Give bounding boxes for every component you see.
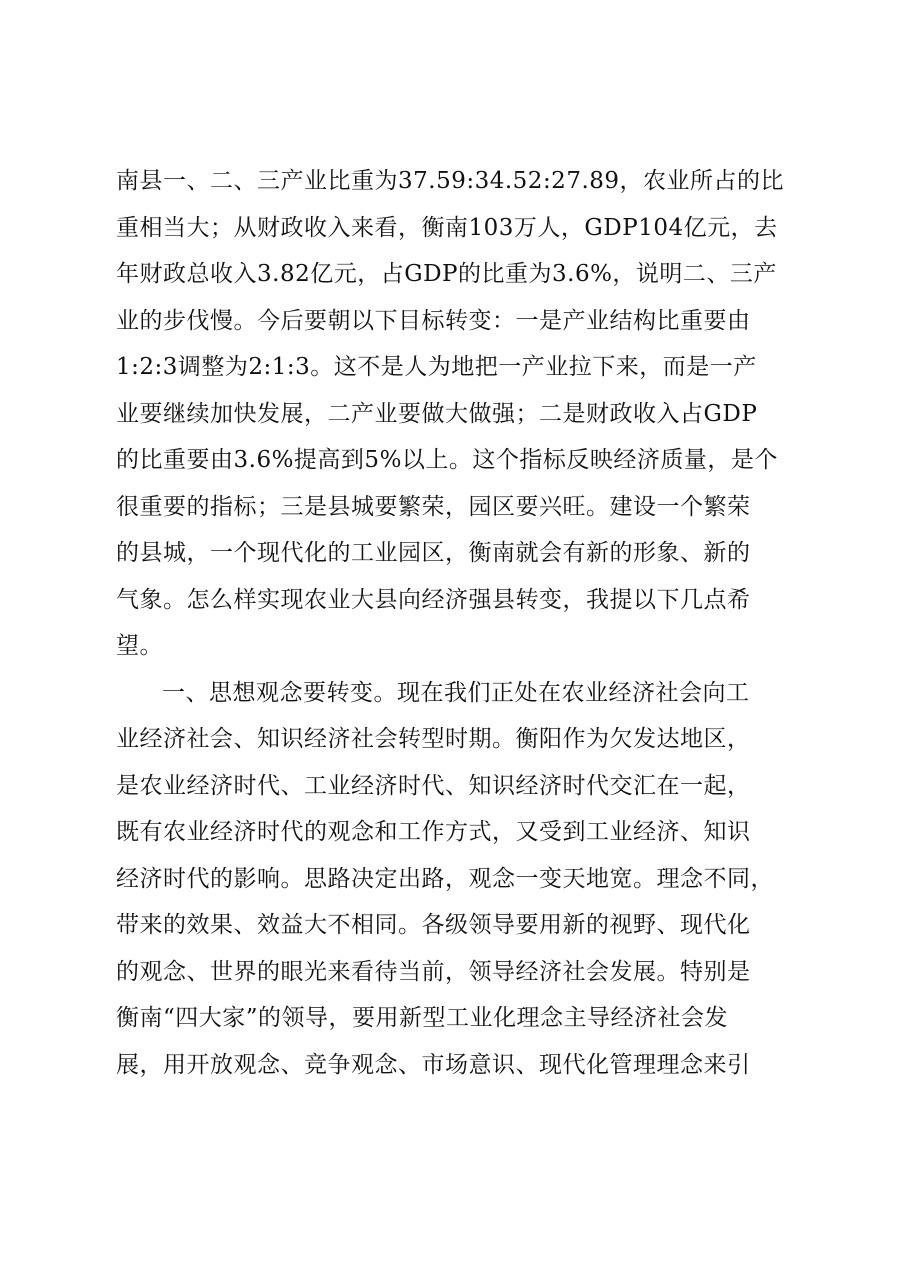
paragraph-2-first-line: 一、思想观念要转变。现在我们正处在农业经济社会向工 xyxy=(162,679,750,706)
paragraph-2-line: 展，用开放观念、竞争观念、市场意识、现代化管理理念来引 xyxy=(116,1051,751,1078)
paragraph-2-line: 的观念、世界的眼光来看待当前，领导经济社会发展。特别是 xyxy=(116,958,751,985)
paragraph-2-line: 带来的效果、效益大不相同。各级领导要用新的视野、现代化 xyxy=(116,912,751,938)
paragraph-1-line: 的县城，一个现代化的工业园区，衡南就会有新的形象、新的 xyxy=(116,540,751,566)
paragraph-1-line: 重相当大；从财政收入来看，衡南103万人，GDP104亿元，去 xyxy=(116,214,778,241)
paragraph-2-line: 既有农业经济时代的观念和工作方式，又受到工业经济、知识 xyxy=(116,819,751,845)
paragraph-2-line: 是农业经济时代、工业经济时代、知识经济时代交汇在一起， xyxy=(116,772,751,799)
paragraph-1-line: 业的步伐慢。今后要朝以下目标转变：一是产业结构比重要由 xyxy=(116,307,751,334)
paragraph-2-line: 衡南“四大家”的领导，要用新型工业化理念主导经济社会发 xyxy=(116,1005,729,1031)
paragraph-1-line: 南县一、二、三产业比重为37.59:34.52:27.89，农业所占的比 xyxy=(116,168,785,194)
paragraph-1-line: 望。 xyxy=(116,633,163,659)
paragraph-1-line: 的比重要由3.6%提高到5%以上。这个指标反映经济质量，是个 xyxy=(116,447,778,473)
paragraph-1-line: 年财政总收入3.82亿元，占GDP的比重为3.6%，说明二、三产 xyxy=(116,261,777,287)
paragraph-1-line: 很重要的指标；三是县城要繁荣，园区要兴旺。建设一个繁荣 xyxy=(116,493,751,520)
paragraph-1-line: 业要继续加快发展，二产业要做大做强；二是财政收入占GDP xyxy=(116,400,758,427)
paragraph-1-line: 气象。怎么样实现农业大县向经济强县转变，我提以下几点希 xyxy=(116,586,751,613)
paragraph-2-line: 业经济社会、知识经济社会转型时期。衡阳作为欠发达地区， xyxy=(116,726,751,752)
body-text xyxy=(116,158,806,1088)
paragraph-1-line: 1:2:3调整为2:1:3。这不是人为地把一产业拉下来，而是一产 xyxy=(116,354,757,380)
paragraph-2-line: 经济时代的影响。思路决定出路，观念一变天地宽。理念不同， xyxy=(116,865,774,892)
